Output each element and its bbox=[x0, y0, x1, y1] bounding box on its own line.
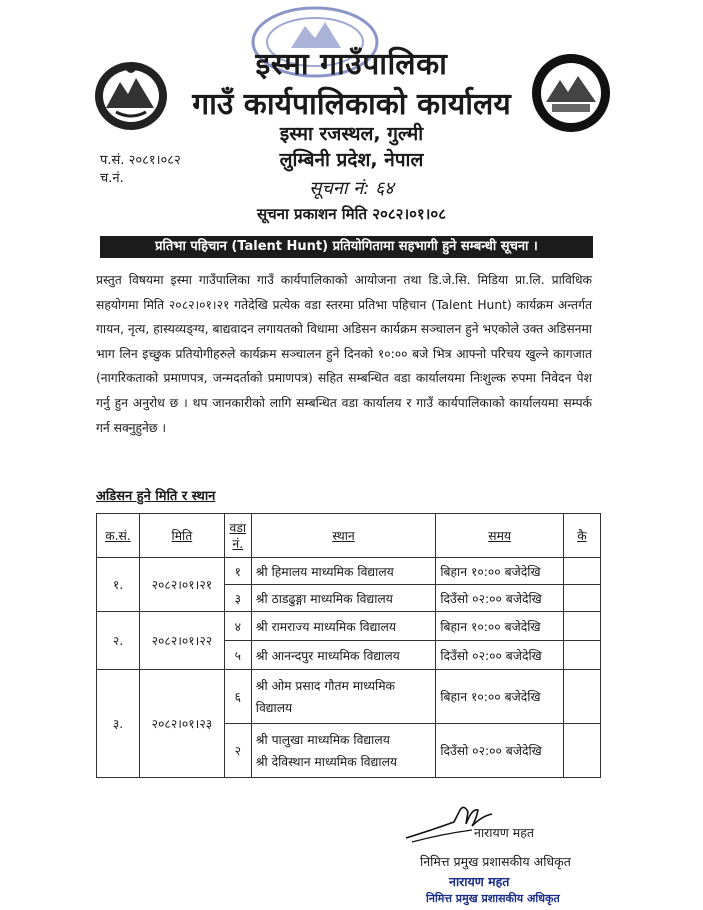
ward-cell: ६ bbox=[224, 670, 251, 724]
serial-cell: २. bbox=[97, 612, 140, 670]
address-line-1: इस्मा रजस्थल, गुल्मी bbox=[279, 123, 424, 145]
col-remarks: कै bbox=[564, 514, 601, 558]
dispatch-number: च.नं. bbox=[100, 171, 124, 186]
office-name: गाउँ कार्यपालिकाको कार्यालय bbox=[192, 87, 511, 122]
signatory-name: नारायण महत bbox=[474, 825, 535, 840]
signatory-title: निमित्त प्रमुख प्रशासकीय अधिकृत bbox=[420, 854, 571, 869]
letter-number: प.सं. २०८१।०८२ bbox=[100, 153, 181, 168]
col-serial: क.सं. bbox=[97, 514, 140, 558]
remarks-cell bbox=[564, 612, 601, 641]
notice-body: प्रस्तुत विषयमा इस्मा गाउँपालिका गाउँ कार्यपालिकाको आयोजना तथा डि.जे.सि. मिडिया प्रा.लि. प्राविधिक सहयोगमा मिति २०८२।०१।२१ गतेदेखि प्रत्येक वडा स्तरमा प्रतिभा पहिचान (Talent Hunt) कार्यक्रम अन्तर्गत गायन, नृत्य, हास्यव्यङ्ग्य, बाद्यवादन लगायतको विधामा अडिसन कार्यक्रम सञ्चालन हुने भएकोले उक्त अडिसनमा भाग लिन इच्छुक प्रतियोगीहरुले कार्यक्रम सञ्चालन हुने दिनको १०:०० बजे भित्र आफ्नो परिचय खुल्ने कागजात (नागरिकताको प्रमाणपत्र, जन्मदर्ताको प्रमाणपत्र) सहित सम्बन्धित वडा कार्यालयमा निःशुल्क रुपमा निवेदन पेश गर्नु हुन अनुरोध छ । थप जानकारीको लागि सम्बन्धित वडा कार्यालय र गाउँ कार्यपालिकाको कार्यालयमा सम्पर्क गर्न सक्नुहुनेछ । bbox=[96, 273, 592, 435]
schedule-heading: अडिसन हुने मिति र स्थान bbox=[96, 489, 216, 504]
place-cell: श्री रामराज्य माध्यमिक विद्यालय bbox=[251, 612, 436, 641]
time-cell: दिउँसो ०२:०० बजेदेखि bbox=[436, 724, 564, 778]
place-line: श्री देविस्थान माध्यमिक विद्यालय bbox=[255, 754, 398, 769]
place-cell: श्री ओम प्रसाद गौतम माध्यमिक विद्यालय bbox=[251, 670, 436, 724]
place-cell: श्री ठाडढुङ्गा माध्यमिक विद्यालय bbox=[251, 585, 436, 612]
date-cell: २०८२।०१।२२ bbox=[139, 612, 224, 670]
date-cell: २०८२।०१।२३ bbox=[139, 670, 224, 778]
place-cell: श्री हिमालय माध्यमिक विद्यालय bbox=[251, 558, 436, 585]
ward-cell: १ bbox=[224, 558, 251, 585]
col-date: मिति bbox=[139, 514, 224, 558]
table-header-row bbox=[97, 514, 601, 558]
ward-cell: ४ bbox=[224, 612, 251, 641]
audition-schedule-table bbox=[96, 513, 601, 778]
notice-subject: प्रतिभा पहिचान (Talent Hunt) प्रतियोगितामा सहभागी हुने सम्बन्धी सूचना । bbox=[100, 236, 593, 258]
place-cell bbox=[251, 724, 436, 778]
date-cell: २०८२।०१।२१ bbox=[139, 558, 224, 612]
time-cell: दिउँसो ०२:०० बजेदेखि bbox=[436, 641, 564, 670]
place-cell: श्री आनन्दपुर माध्यमिक विद्यालय bbox=[251, 641, 436, 670]
place-line: श्री पालुखा माध्यमिक विद्यालय bbox=[255, 732, 390, 747]
address-line-2: लुम्बिनी प्रदेश, नेपाल bbox=[279, 149, 424, 171]
remarks-cell bbox=[564, 585, 601, 612]
ward-cell: ३ bbox=[224, 585, 251, 612]
table-row bbox=[97, 670, 601, 724]
publish-date: सूचना प्रकाशन मिति २०८२।०१।०८ bbox=[256, 205, 447, 223]
municipality-name: इस्मा गाउँपालिका bbox=[255, 47, 448, 82]
col-place: स्थान bbox=[251, 514, 436, 558]
notice-number: सूचना नं: ६४ bbox=[309, 178, 394, 199]
remarks-cell bbox=[564, 641, 601, 670]
time-cell: बिहान १०:०० बजेदेखि bbox=[436, 612, 564, 641]
col-ward: वडा नं. bbox=[224, 514, 251, 558]
serial-cell: १. bbox=[97, 558, 140, 612]
time-cell: बिहान १०:०० बजेदेखि bbox=[436, 558, 564, 585]
col-time: समय bbox=[436, 514, 564, 558]
time-cell: बिहान १०:०० बजेदेखि bbox=[436, 670, 564, 724]
table-row bbox=[97, 558, 601, 585]
table-row bbox=[97, 612, 601, 641]
remarks-cell bbox=[564, 670, 601, 724]
ward-cell: ५ bbox=[224, 641, 251, 670]
ward-cell: २ bbox=[224, 724, 251, 778]
serial-cell: ३. bbox=[97, 670, 140, 778]
remarks-cell bbox=[564, 558, 601, 585]
time-cell: दिउँसो ०२:०० बजेदेखि bbox=[436, 585, 564, 612]
stamp-name: नारायण महत bbox=[449, 874, 510, 889]
remarks-cell bbox=[564, 724, 601, 778]
stamp-title: निमित्त प्रमुख प्रशासकीय अधिकृत bbox=[426, 892, 560, 905]
